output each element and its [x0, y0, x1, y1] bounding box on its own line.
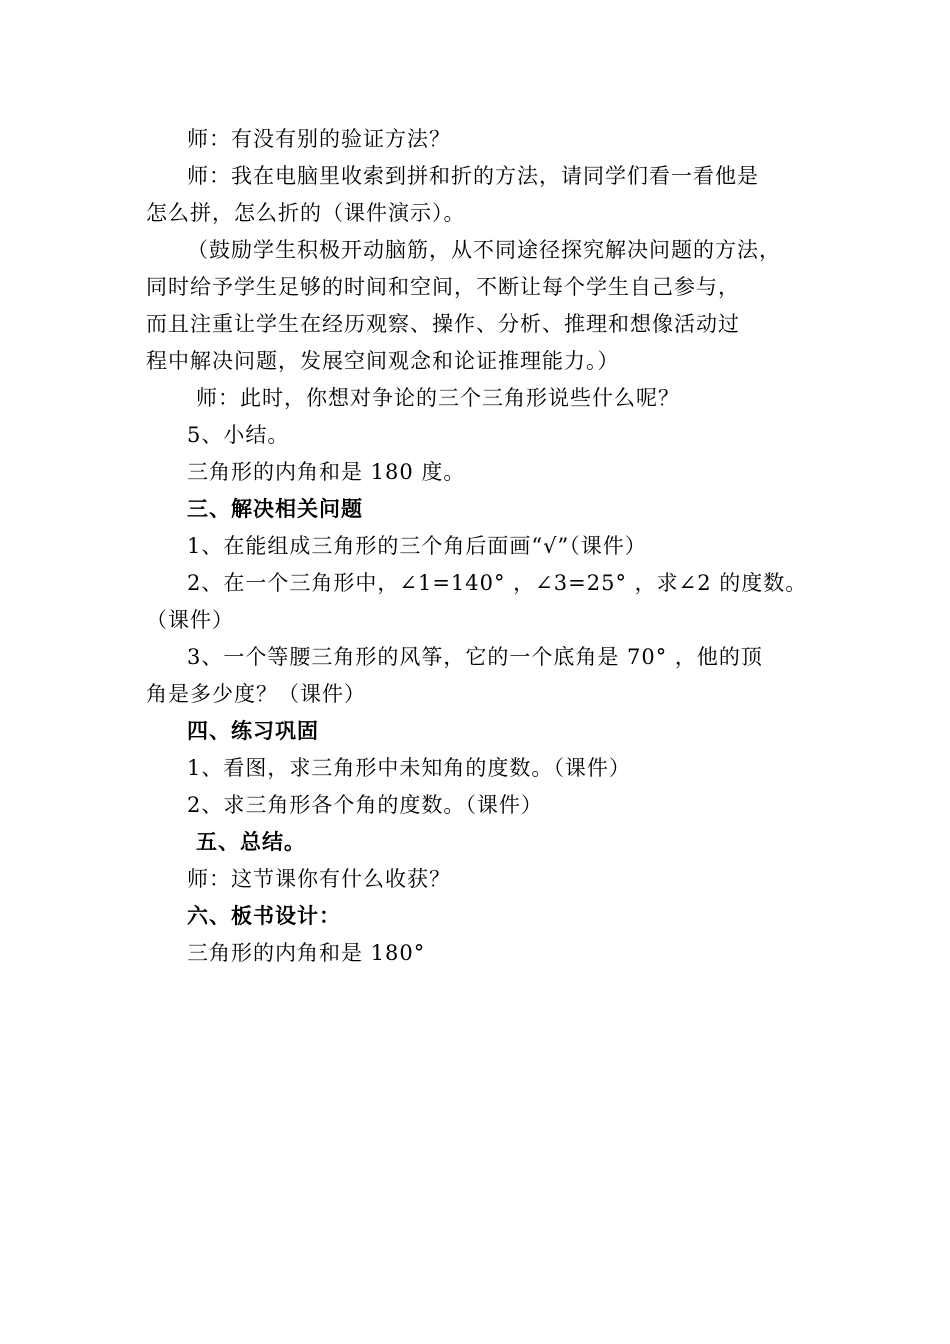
text-line-15: 3、一个等腰三角形的风筝，它的一个底角是 70° ，他的顶 — [187, 645, 763, 669]
section-heading-3: 三、解决相关问题 — [187, 496, 363, 521]
text-line-3: 怎么拼，怎么折的（课件演示）。 — [146, 201, 466, 225]
text-line-8: 师：此时，你想对争论的三个三角形说些什么呢？ — [196, 386, 680, 410]
text-line-2: 师：我在电脑里收索到拼和折的方法，请同学们看一看他是 — [187, 164, 759, 188]
text-line-10: 三角形的内角和是 180 度。 — [187, 460, 466, 484]
text-line-23: 三角形的内角和是 180° — [187, 941, 426, 965]
text-line-19: 2、求三角形各个角的度数。（课件） — [187, 793, 543, 817]
text-line-6: 而且注重让学生在经历观察、操作、分析、推理和想像活动过 — [146, 312, 740, 336]
text-line-13: 2、在一个三角形中，∠1=140° ，∠3=25° ，求∠2 的度数。 — [187, 571, 808, 595]
text-line-7: 程中解决问题，发展空间观念和论证推理能力。） — [146, 349, 620, 373]
text-line-18: 1、看图，求三角形中未知角的度数。（课件） — [187, 756, 631, 780]
section-heading-4: 四、练习巩固 — [187, 718, 319, 743]
section-heading-6: 六、板书设计： — [187, 903, 341, 928]
text-line-14: （课件） — [146, 608, 234, 632]
text-line-16: 角是多少度？（课件） — [146, 682, 366, 706]
text-line-12: 1、在能组成三角形的三个角后面画“√”（课件） — [187, 534, 647, 558]
text-line-5: 同时给予学生足够的时间和空间，不断让每个学生自己参与， — [146, 275, 740, 299]
section-heading-5: 五、总结。 — [196, 829, 306, 854]
text-line-4: （鼓励学生积极开动脑筋，从不同途径探究解决问题的方法， — [187, 238, 781, 262]
text-line-9: 5、小结。 — [187, 423, 290, 447]
text-line-21: 师：这节课你有什么收获？ — [187, 867, 451, 891]
text-line-1: 师：有没有别的验证方法？ — [187, 127, 451, 151]
